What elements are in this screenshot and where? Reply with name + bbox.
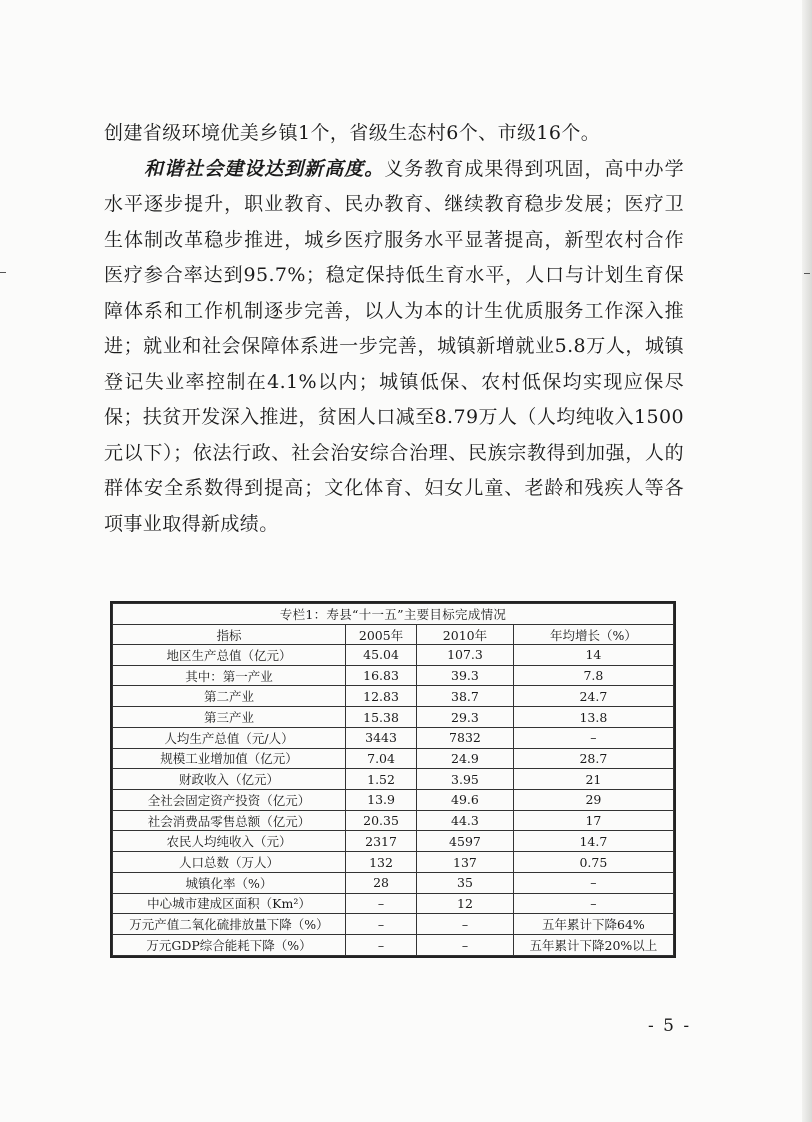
body-text [104,116,684,542]
value-2010: 29.3 [417,707,514,728]
table-row [113,748,674,769]
table-row [113,872,674,893]
value-2005: 2317 [345,831,416,852]
value-2010: 24.9 [417,748,514,769]
value-2010: 35 [417,872,514,893]
value-2010: 38.7 [417,686,514,707]
table-row [113,645,674,666]
value-2010: 12 [417,893,514,914]
row-label: 第二产业 [113,686,346,707]
value-2005: – [345,893,416,914]
table-row [113,707,674,728]
value-2010: 49.6 [417,790,514,811]
goals-table-frame [110,601,676,958]
value-2005: 28 [345,872,416,893]
value-2010: 3.95 [417,769,514,790]
row-label: 万元GDP综合能耗下降（%） [113,935,346,956]
table-row [113,893,674,914]
table-row [113,914,674,935]
value-2005: 12.83 [345,686,416,707]
goals-table [112,603,674,956]
paragraph-1 [104,116,684,152]
table-row [113,769,674,790]
value-growth: 五年累计下降64% [513,914,673,935]
value-2005: 45.04 [345,645,416,666]
row-label: 财政收入（亿元） [113,769,346,790]
table-caption: 专栏1：寿县“十一五”主要目标完成情况 [113,604,674,625]
table-row [113,665,674,686]
table-row [113,790,674,811]
value-growth: – [513,872,673,893]
paragraph-2 [104,152,684,543]
value-2005: – [345,914,416,935]
value-2010: 137 [417,852,514,873]
value-growth: 28.7 [513,748,673,769]
value-2005: 7.04 [345,748,416,769]
table-row [113,686,674,707]
page-edge-shadow [802,0,812,1122]
value-2005: 15.38 [345,707,416,728]
value-2005: 16.83 [345,665,416,686]
table-row [113,831,674,852]
table-header-row [113,625,674,645]
paragraph-2-text: 义务教育成果得到巩固，高中办学水平逐步提升，职业教育、民办教育、继续教育稳步发展；医疗卫生体制改革稳步推进，城乡医疗服务水平显著提高，新型农村合作医疗参合率达到95.7%；稳定保持低生育水平，人口与计划生育保障体系和工作机制逐步完善，以人为本的计生优质服务工作深入推进；就业和社会保障体系进一步完善，城镇新增就业5.8万人，城镇登记失业率控制在4.1%以内；城镇低保、农村低保均实现应保尽保；扶贫开发深入推进，贫困人口减至8.79万人（人均纯收入1500元以下）；依法行政、社会治安综合治理、民族宗教得到加强，人的群体安全系数得到提高；文化体育、妇女儿童、老龄和残疾人等各项事业取得新成绩。 [104,157,684,535]
table-row [113,852,674,873]
value-2005: 132 [345,852,416,873]
value-2005: – [345,935,416,956]
paragraph-2-lead: 和谐社会建设达到新高度。 [144,157,385,180]
table-row [113,810,674,831]
row-label: 规模工业增加值（亿元） [113,748,346,769]
value-2010: 44.3 [417,810,514,831]
header-growth: 年均增长（%） [513,625,673,645]
row-label: 全社会固定资产投资（亿元） [113,790,346,811]
value-2005: 3443 [345,727,416,748]
table-row [113,727,674,748]
value-growth: 14.7 [513,831,673,852]
header-2005: 2005年 [345,625,416,645]
value-growth: 0.75 [513,852,673,873]
header-2010: 2010年 [417,625,514,645]
row-label: 社会消费品零售总额（亿元） [113,810,346,831]
value-2010: 4597 [417,831,514,852]
value-2010: – [417,914,514,935]
row-label: 第三产业 [113,707,346,728]
row-label: 人口总数（万人） [113,852,346,873]
header-indicator: 指标 [113,625,346,645]
value-growth: 五年累计下降20%以上 [513,935,673,956]
value-growth: 17 [513,810,673,831]
margin-tick [804,273,810,274]
value-2010: – [417,935,514,956]
row-label: 城镇化率（%） [113,872,346,893]
row-label: 农民人均纯收入（元） [113,831,346,852]
value-growth: 24.7 [513,686,673,707]
page-number: - 5 - [648,1016,692,1036]
value-2005: 1.52 [345,769,416,790]
value-growth: – [513,893,673,914]
value-growth: 7.8 [513,665,673,686]
value-2010: 39.3 [417,665,514,686]
paragraph-1-text: 创建省级环境优美乡镇1个，省级生态村6个、市级16个。 [104,122,601,144]
table-row [113,935,674,956]
value-2010: 107.3 [417,645,514,666]
value-growth: 14 [513,645,673,666]
row-label: 中心城市建成区面积（Km²） [113,893,346,914]
row-label: 其中：第一产业 [113,665,346,686]
row-label: 万元产值二氧化硫排放量下降（%） [113,914,346,935]
row-label: 地区生产总值（亿元） [113,645,346,666]
value-growth: 21 [513,769,673,790]
row-label: 人均生产总值（元/人） [113,727,346,748]
value-2010: 7832 [417,727,514,748]
value-growth: 29 [513,790,673,811]
value-2005: 20.35 [345,810,416,831]
value-2005: 13.9 [345,790,416,811]
margin-tick [0,272,6,273]
value-growth: – [513,727,673,748]
value-growth: 13.8 [513,707,673,728]
